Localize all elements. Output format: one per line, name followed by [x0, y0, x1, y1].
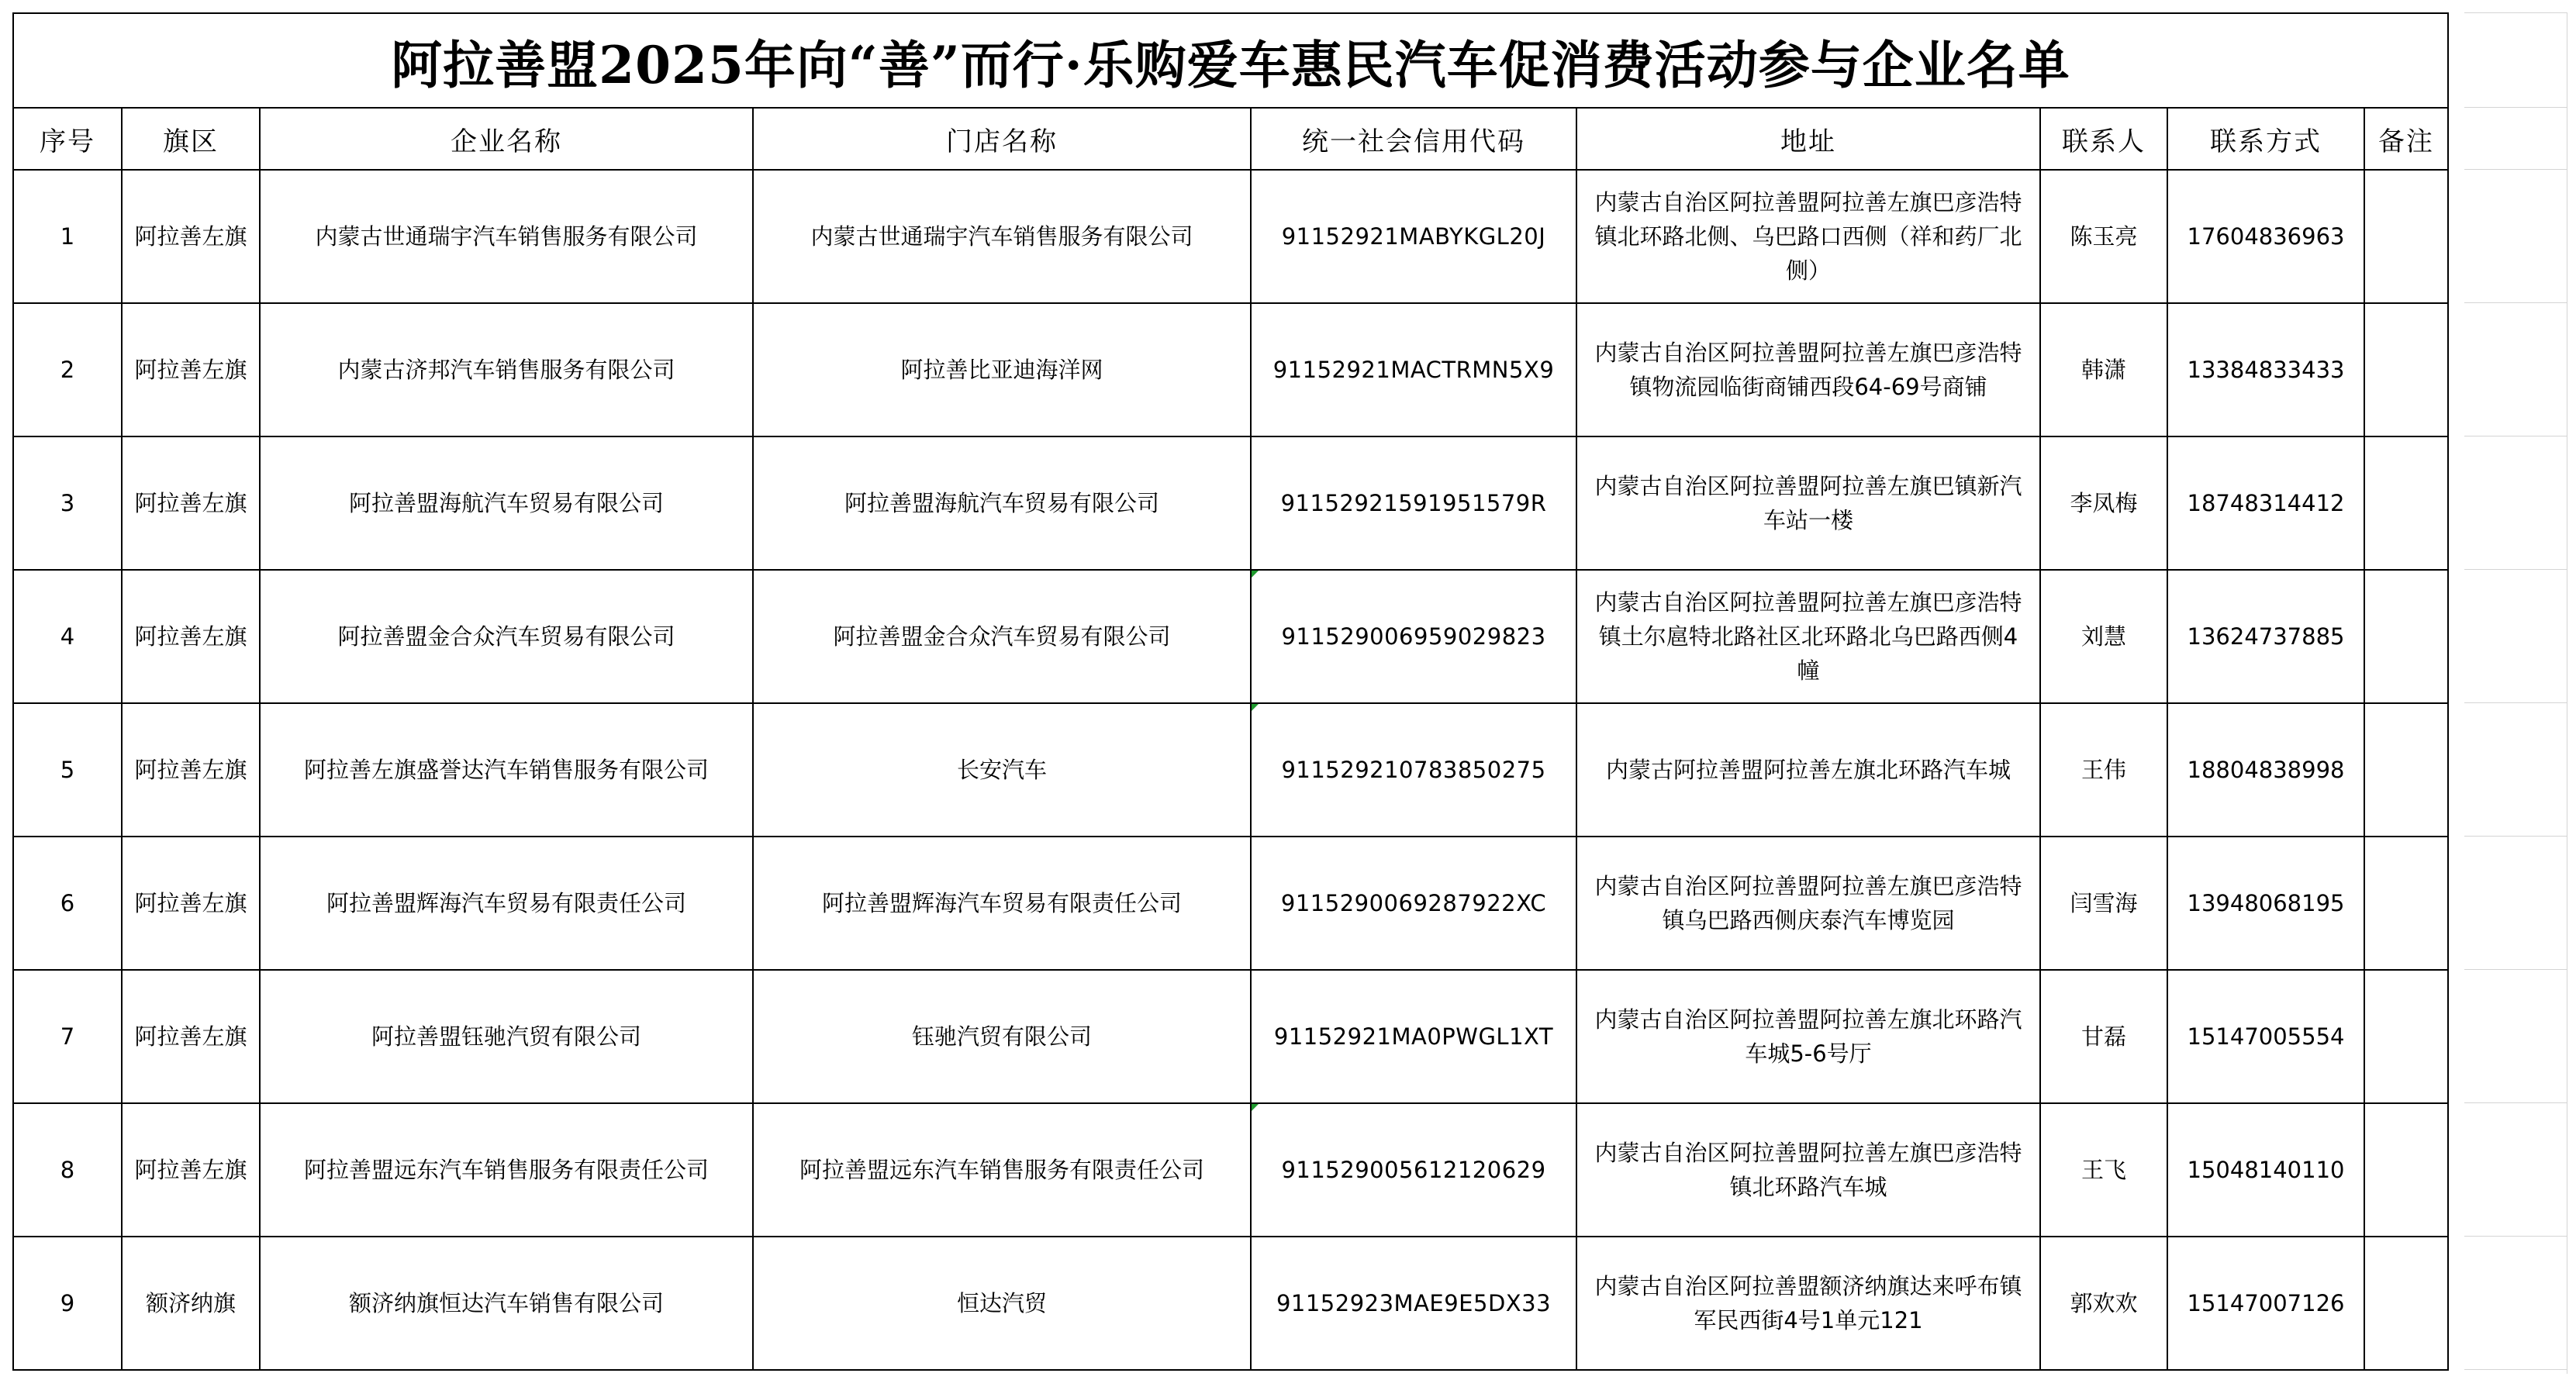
row-company-name: 阿拉善盟辉海汽车贸易有限责任公司 — [260, 837, 753, 970]
row-index: 3 — [13, 436, 122, 570]
row-remark — [2364, 837, 2448, 970]
gridline — [2464, 169, 2567, 170]
row-credit-code: 91152921591951579R — [1251, 436, 1576, 570]
row-phone: 15147005554 — [2167, 970, 2364, 1103]
row-credit-code: 91152923MAE9E5DX33 — [1251, 1237, 1576, 1370]
header-contact: 联系人 — [2040, 108, 2167, 170]
row-company-name: 阿拉善盟钰驰汽贸有限公司 — [260, 970, 753, 1103]
table-row — [13, 303, 2448, 436]
row-banner: 阿拉善左旗 — [122, 170, 260, 303]
row-store-name: 钰驰汽贸有限公司 — [753, 970, 1251, 1103]
row-phone: 15147007126 — [2167, 1237, 2364, 1370]
table-body — [13, 170, 2448, 1370]
row-phone: 15048140110 — [2167, 1103, 2364, 1237]
cell-marker-icon — [1252, 704, 1259, 711]
row-store-name: 阿拉善比亚迪海洋网 — [753, 303, 1251, 436]
row-index: 1 — [13, 170, 122, 303]
row-contact-person: 甘磊 — [2040, 970, 2167, 1103]
row-banner: 阿拉善左旗 — [122, 436, 260, 570]
row-phone: 18748314412 — [2167, 436, 2364, 570]
table-row — [13, 970, 2448, 1103]
row-address: 内蒙古自治区阿拉善盟阿拉善左旗巴彦浩特镇乌巴路西侧庆泰汽车博览园 — [1576, 837, 2040, 970]
gridline — [2464, 836, 2567, 837]
cell-marker-icon — [1252, 571, 1259, 578]
table-row — [13, 1237, 2448, 1370]
row-remark — [2364, 570, 2448, 703]
row-store-name: 阿拉善盟金合众汽车贸易有限公司 — [753, 570, 1251, 703]
row-banner: 额济纳旗 — [122, 1237, 260, 1370]
row-company-name: 内蒙古世通瑞宇汽车销售服务有限公司 — [260, 170, 753, 303]
row-banner: 阿拉善左旗 — [122, 303, 260, 436]
row-credit-code: 91152921MABYKGL20J — [1251, 170, 1576, 303]
credit-code-text: 911529210783850275 — [1281, 757, 1546, 783]
row-banner: 阿拉善左旗 — [122, 970, 260, 1103]
row-contact-person: 郭欢欢 — [2040, 1237, 2167, 1370]
row-contact-person: 陈玉亮 — [2040, 170, 2167, 303]
row-index: 5 — [13, 703, 122, 837]
table-row — [13, 837, 2448, 970]
credit-code-text: 911529006959029823 — [1281, 623, 1546, 650]
gridline — [2464, 1369, 2567, 1370]
header-company: 企业名称 — [260, 108, 753, 170]
row-contact-person: 闫雪海 — [2040, 837, 2167, 970]
row-address: 内蒙古自治区阿拉善盟额济纳旗达来呼布镇军民西街4号1单元121 — [1576, 1237, 2040, 1370]
page-title: 阿拉善盟2025年向“善”而行·乐购爱车惠民汽车促消费活动参与企业名单 — [13, 13, 2448, 108]
header-address: 地址 — [1576, 108, 2040, 170]
gridline — [2464, 12, 2567, 13]
row-company-name: 阿拉善盟金合众汽车贸易有限公司 — [260, 570, 753, 703]
row-credit-code — [1251, 703, 1576, 837]
row-remark — [2364, 703, 2448, 837]
row-address: 内蒙古自治区阿拉善盟阿拉善左旗巴彦浩特镇北环路汽车城 — [1576, 1103, 2040, 1237]
row-banner: 阿拉善左旗 — [122, 1103, 260, 1237]
row-index: 6 — [13, 837, 122, 970]
row-address: 内蒙古自治区阿拉善盟阿拉善左旗巴彦浩特镇土尔扈特北路社区北环路北乌巴路西侧4幢 — [1576, 570, 2040, 703]
gridline — [2464, 107, 2567, 108]
row-store-name: 长安汽车 — [753, 703, 1251, 837]
header-phone: 联系方式 — [2167, 108, 2364, 170]
enterprise-list-table — [12, 12, 2449, 1371]
row-contact-person: 王飞 — [2040, 1103, 2167, 1237]
row-contact-person: 韩潇 — [2040, 303, 2167, 436]
row-credit-code: 91152921MACTRMN5X9 — [1251, 303, 1576, 436]
row-index: 4 — [13, 570, 122, 703]
credit-code-text: 911529005612120629 — [1281, 1157, 1546, 1183]
row-credit-code: 9115290069287922XC — [1251, 837, 1576, 970]
row-contact-person: 王伟 — [2040, 703, 2167, 837]
row-credit-code — [1251, 570, 1576, 703]
row-remark — [2364, 1103, 2448, 1237]
header-index: 序号 — [13, 108, 122, 170]
row-address: 内蒙古自治区阿拉善盟阿拉善左旗北环路汽车城5-6号厅 — [1576, 970, 2040, 1103]
row-credit-code: 91152921MA0PWGL1XT — [1251, 970, 1576, 1103]
row-index: 2 — [13, 303, 122, 436]
row-contact-person: 刘慧 — [2040, 570, 2167, 703]
row-remark — [2364, 436, 2448, 570]
row-remark — [2364, 170, 2448, 303]
table-row — [13, 170, 2448, 303]
row-address: 内蒙古阿拉善盟阿拉善左旗北环路汽车城 — [1576, 703, 2040, 837]
row-company-name: 阿拉善盟远东汽车销售服务有限责任公司 — [260, 1103, 753, 1237]
row-phone: 13948068195 — [2167, 837, 2364, 970]
row-store-name: 阿拉善盟远东汽车销售服务有限责任公司 — [753, 1103, 1251, 1237]
row-index: 7 — [13, 970, 122, 1103]
row-store-name: 内蒙古世通瑞宇汽车销售服务有限公司 — [753, 170, 1251, 303]
gridline — [2464, 1236, 2567, 1237]
row-store-name: 阿拉善盟海航汽车贸易有限公司 — [753, 436, 1251, 570]
gridline — [2464, 569, 2567, 570]
row-company-name: 阿拉善盟海航汽车贸易有限公司 — [260, 436, 753, 570]
cell-marker-icon — [1252, 1104, 1259, 1111]
row-address: 内蒙古自治区阿拉善盟阿拉善左旗巴彦浩特镇北环路北侧、乌巴路口西侧（祥和药厂北侧） — [1576, 170, 2040, 303]
row-credit-code — [1251, 1103, 1576, 1237]
header-remark: 备注 — [2364, 108, 2448, 170]
row-address: 内蒙古自治区阿拉善盟阿拉善左旗巴镇新汽车站一楼 — [1576, 436, 2040, 570]
row-banner: 阿拉善左旗 — [122, 837, 260, 970]
header-credit-code: 统一社会信用代码 — [1251, 108, 1576, 170]
row-address: 内蒙古自治区阿拉善盟阿拉善左旗巴彦浩特镇物流园临街商铺西段64-69号商铺 — [1576, 303, 2040, 436]
header-store: 门店名称 — [753, 108, 1251, 170]
table-row — [13, 703, 2448, 837]
row-store-name: 恒达汽贸 — [753, 1237, 1251, 1370]
table-row — [13, 570, 2448, 703]
row-banner: 阿拉善左旗 — [122, 703, 260, 837]
row-phone: 18804838998 — [2167, 703, 2364, 837]
row-phone: 13384833433 — [2167, 303, 2364, 436]
row-contact-person: 李凤梅 — [2040, 436, 2167, 570]
row-phone: 17604836963 — [2167, 170, 2364, 303]
gridline — [2464, 969, 2567, 970]
row-remark — [2364, 303, 2448, 436]
gridline — [2464, 302, 2567, 303]
row-store-name: 阿拉善盟辉海汽车贸易有限责任公司 — [753, 837, 1251, 970]
table-row — [13, 1103, 2448, 1237]
row-company-name: 额济纳旗恒达汽车销售有限公司 — [260, 1237, 753, 1370]
spreadsheet-gridline-area — [2464, 12, 2567, 1374]
row-index: 9 — [13, 1237, 122, 1370]
row-phone: 13624737885 — [2167, 570, 2364, 703]
gridline — [2464, 1102, 2567, 1103]
row-banner: 阿拉善左旗 — [122, 570, 260, 703]
header-banner: 旗区 — [122, 108, 260, 170]
row-remark — [2364, 970, 2448, 1103]
table-row — [13, 436, 2448, 570]
gridline — [2464, 702, 2567, 703]
row-company-name: 阿拉善左旗盛誉达汽车销售服务有限公司 — [260, 703, 753, 837]
row-company-name: 内蒙古济邦汽车销售服务有限公司 — [260, 303, 753, 436]
row-index: 8 — [13, 1103, 122, 1237]
header-row — [13, 108, 2448, 170]
row-remark — [2364, 1237, 2448, 1370]
